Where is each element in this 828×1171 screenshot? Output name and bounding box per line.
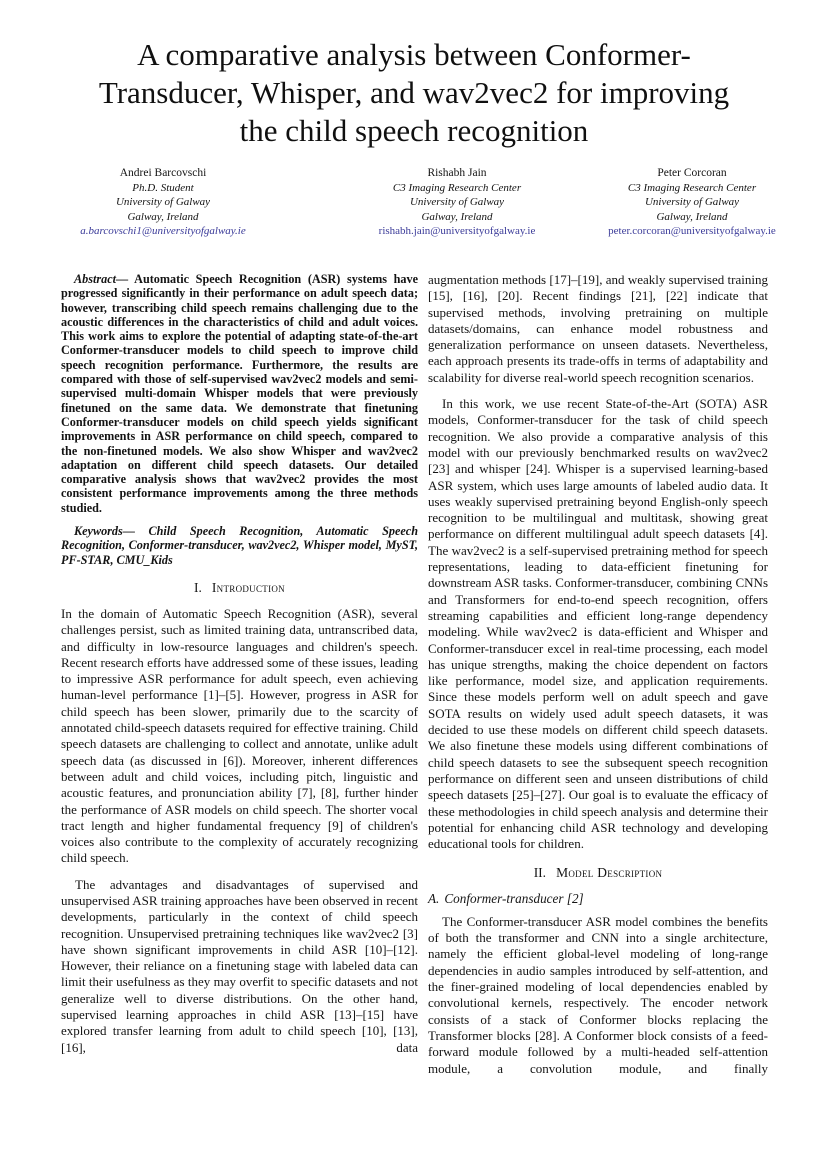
author-location: Galway, Ireland — [127, 210, 199, 223]
author-block-3 — [567, 166, 817, 239]
section-1-heading — [61, 579, 418, 596]
author-affiliation: University of Galway — [115, 196, 211, 209]
subsection-a-label: A. — [428, 891, 440, 907]
author-name: Peter Corcoran — [657, 167, 727, 179]
author-name: Rishabh Jain — [427, 167, 487, 179]
abstract-text: Automatic Speech Recognition (ASR) systems have progressed significantly in their performance on adult speech data; however, transcribing child speech remains challenging due to the acoustic differences in the characteristics of child and adult voices. This work aims to explore the potential of adapting state-of-the-art Conformer-transducer models to child speech to improve child speech recognition performance. Furthermore, the results are compared with those of self-supervised wav2vec2 models and semi-supervised multi-domain Whisper models that were previously finetuned on the same data. We demonstrate that finetuning Conformer-transducer models on child speech yields significant improvements in ASR performance on child speech, compared to the non-finetuned models. We also show Whisper and wav2vec2 adaptation on different child speech datasets. Our detailed comparative analysis shows that wav2vec2 provides the most consistent performance improvements among the three methods studied. — [61, 272, 419, 515]
author-role: Ph.D. Student — [132, 181, 194, 194]
intro-paragraph-1: In the domain of Automatic Speech Recognition (ASR), several challenges persist, such as limited training data, untranscribed data, and difficulty in low-resource languages and children's speech. Recent research efforts have addressed some of these issues, leading to impressive ASR performance for adult speech, even achieving human-level performance [1]–[5]. However, progress in ASR for child speech has been slower, primarily due to the scarcity of annotated child-speech datasets required for effective training. Child speech datasets are challenging to collect and annotate, unlike adult speech data (as discussed in [6]). Moreover, inherent differences between adult and child voices, including pitch, linguistic and acoustic features, and pronunciation ability [7], [8], further hinder the performance of ASR models on child speech. The shorter vocal tract length and higher fundamental frequency [9] of children's voices also contribute to the complexity of accurately recognizing child speech. — [61, 605, 418, 866]
author-location: Galway, Ireland — [656, 210, 728, 223]
author-name: Andrei Barcovschi — [119, 167, 207, 179]
intro-paragraph-2a: The advantages and disadvantages of supervised and unsupervised ASR training approaches have been observed in recent developments, particularly in the context of child speech recognition. Unsupervised pretraining techniques like wav2vec2 [3] have shown significant improvements in child ASR [10]–[12]. However, their reliance on a finetuning stage with labeled data can limit their usefulness as they may overfit to specific datasets and not generalize well to diverse distributions. On the other hand, supervised learning approaches in child ASR [13]–[15] have explored transfer learning from adult to child speech [10], [13], [16], data — [61, 876, 418, 1055]
intro-paragraph-3: In this work, we use recent State-of-the-Art (SOTA) ASR models, Conformer-transducer for the task of child speech recognition. We also provide a comparative analysis of this model with our previously benchmarked results on wav2vec2 [23] and whisper [24]. Whisper is a supervised learning-based ASR system, which uses large amounts of labeled audio data. It uses weakly supervised pretraining beyond English-only speech recognition to be multilingual and multitask, showing great performance on different multilingual adult speech datasets [4]. The wav2vec2 is a self-supervised pretraining method for speech representations, leading to data-efficient finetuning for downstream ASR tasks. Conformer-transducer, combining CNNs and Transformers for end-to-end speech recognition, offers streaming capabilities and efficient long-range dependency modeling. While wav2vec2 is data-efficient and Whisper and Conformer-transducer excel in real-time processing, each model has unique strengths, making the choice dependent on factors like performance, model size, and application requirements. Since these models perform well on adult speech and gave SOTA results on widely used adult speech datasets, it was decided to use these models on different child speech datasets. We also finetune these models using different combinations of child speech datasets to see the subsequent speech recognition performance on different seen and unseen distributions of child speech datasets [25]–[27]. Our goal is to evaluate the efficacy of these methodologies in child speech analysis and determine their potential for enhancing child ASR technology and developing educational tools for children. — [428, 396, 768, 852]
keywords-label: Keywords— — [74, 524, 135, 539]
author-affiliation: University of Galway — [644, 196, 740, 209]
column-left — [61, 272, 418, 1066]
intro-paragraph-2b: augmentation methods [17]–[19], and weakly supervised training [15], [16], [20]. Recent findings [21], [22] indicate that supervised methods, involving pretraining on multiple datasets/domains, can enhance model robustness and generalization performance on unseen datasets. Nevertheless, each approach presents its trade-offs in terms of adaptability and scalability for diverse real-world speech recognition scenarios. — [428, 272, 768, 385]
author-block-1 — [38, 166, 288, 239]
section-2-heading — [428, 864, 768, 881]
paper-title — [0, 0, 828, 150]
section-1-title: Introduction — [211, 579, 285, 595]
author-location: Galway, Ireland — [421, 210, 493, 223]
keywords-text: Child Speech Recognition, Automatic Speech Recognition, Conformer-transducer, wav2vec2, Whisper model, MyST, PF-STAR, CMU_Kids — [61, 524, 418, 567]
author-affiliation: University of Galway — [409, 196, 505, 209]
model-paragraph-1: The Conformer-transducer ASR model combines the benefits of both the transformer and CNN into a single architecture, namely the efficient global-level modeling of long-range dependencies in audio samples introduced by self-attention, and the finer-grained modeling of local dependencies enabled by convolutional kernels, respectively. The encoder network consists of a stack of Conformer blocks replacing the Transformer blocks [28]. A Conformer block consists of a feed-forward module followed by a multi-headed self-attention module, a convolution module, and finally — [428, 913, 768, 1076]
author-block-2 — [332, 166, 582, 239]
subsection-a-heading — [428, 891, 768, 908]
author-email-link[interactable]: rishabh.jain@universityofgalway.ie — [378, 225, 536, 238]
author-role: C3 Imaging Research Center — [627, 181, 757, 194]
abstract-paragraph — [61, 272, 418, 515]
abstract-label: Abstract— — [74, 272, 129, 286]
section-2-number: II. — [533, 865, 547, 881]
keywords-paragraph — [61, 524, 418, 567]
authors-row — [0, 166, 828, 262]
title-line-1: A comparative analysis between Conformer- — [137, 37, 691, 72]
column-right — [428, 272, 768, 1087]
author-email-link[interactable]: a.barcovschi1@universityofgalway.ie — [80, 225, 246, 238]
title-line-3: the child speech recognition — [239, 113, 589, 148]
section-2-title: Model Description — [556, 865, 663, 881]
section-1-number: I. — [194, 579, 202, 595]
author-email-link[interactable]: peter.corcoran@universityofgalway.ie — [608, 225, 776, 238]
author-role: C3 Imaging Research Center — [392, 181, 522, 194]
title-line-2: Transducer, Whisper, and wav2vec2 for improving — [98, 75, 730, 110]
subsection-a-title: Conformer-transducer [2] — [444, 891, 584, 907]
